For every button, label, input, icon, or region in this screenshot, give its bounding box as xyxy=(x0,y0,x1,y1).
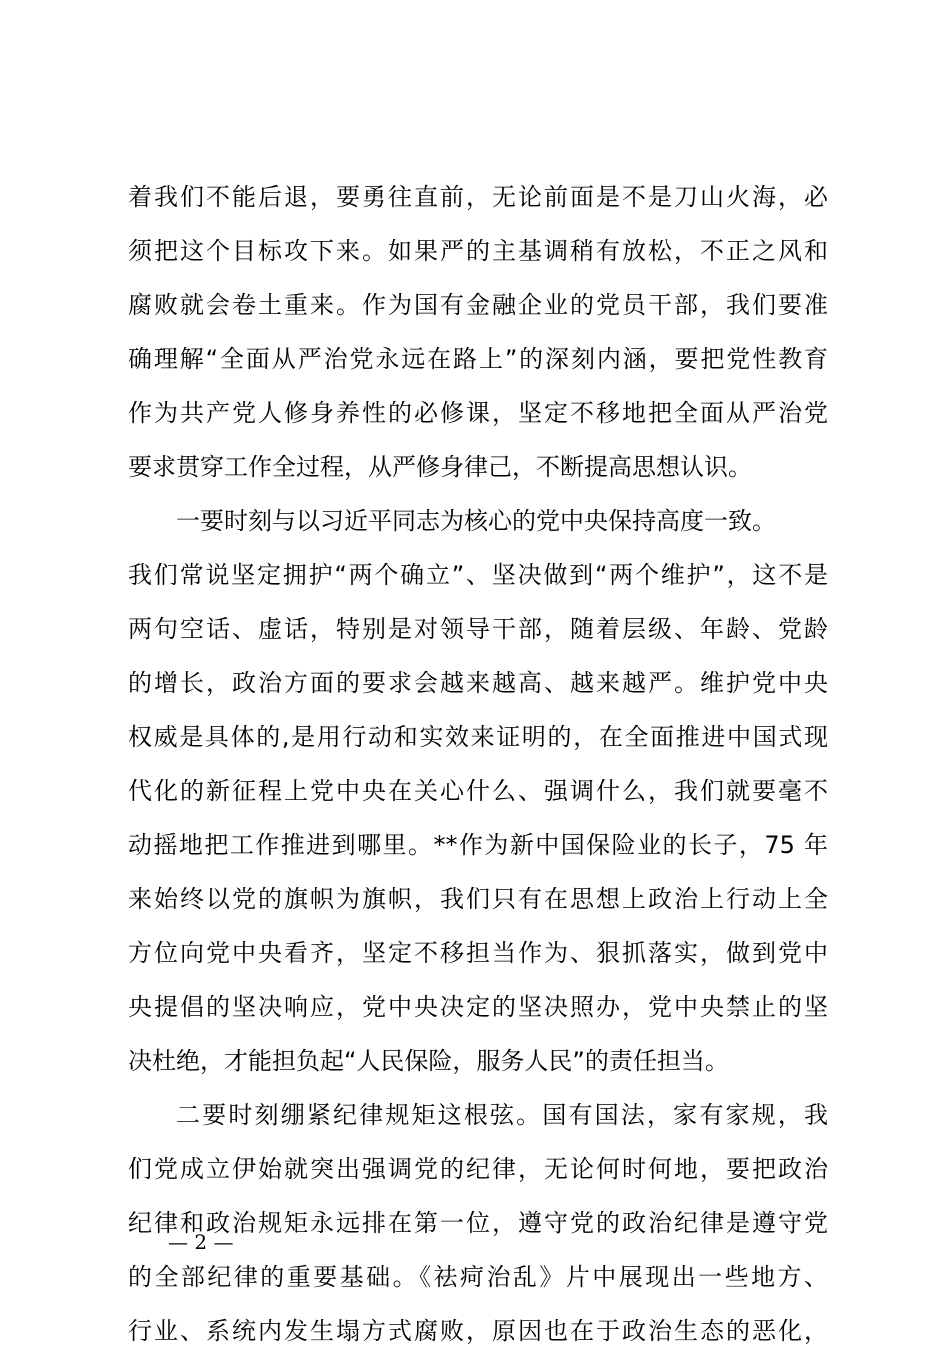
text-line: 腐败就会卷土重来。作为国有金融企业的党员干部，我们要准 xyxy=(128,291,828,319)
text-line: 一要时刻与以习近平同志为核心的党中央保持高度一致。 xyxy=(176,507,776,535)
text-line: 代化的新征程上党中央在关心什么、强调什么，我们就要毫不 xyxy=(128,777,828,805)
text-line: 二要时刻绷紧纪律规矩这根弦。国有国法，家有家规，我 xyxy=(176,1101,828,1129)
text-line: 央提倡的坚决响应，党中央决定的坚决照办，党中央禁止的坚 xyxy=(128,993,828,1021)
document-body xyxy=(128,170,828,1358)
text-line: 行业、系统内发生塌方式腐败，原因也在于政治生态的恶化， xyxy=(128,1317,828,1345)
text-line: 来始终以党的旗帜为旗帜，我们只有在思想上政治上行动上全 xyxy=(128,885,828,913)
text-line: 须把这个目标攻下来。如果严的主基调稍有放松，不正之风和 xyxy=(128,237,828,265)
text-line: 要求贯穿工作全过程，从严修身律己，不断提高思想认识。 xyxy=(128,453,752,481)
text-line: 的增长，政治方面的要求会越来越高、越来越严。维护党中央 xyxy=(128,669,828,697)
text-line: 作为共产党人修身养性的必修课，坚定不移地把全面从严治党 xyxy=(128,399,828,427)
text-line: 确理解“全面从严治党永远在路上”的深刻内涵，要把党性教育 xyxy=(128,345,828,373)
paragraph xyxy=(128,1088,828,1358)
text-line: 我们常说坚定拥护“两个确立”、坚决做到“两个维护”，这不是 xyxy=(128,561,828,589)
text-line: 方位向党中央看齐，坚定不移担当作为、狠抓落实，做到党中 xyxy=(128,939,828,967)
text-line: 着我们不能后退，要勇往直前，无论前面是不是刀山火海，必 xyxy=(128,183,828,211)
text-line: 们党成立伊始就突出强调党的纪律，无论何时何地，要把政治 xyxy=(128,1155,828,1183)
text-line: 决杜绝，才能担负起“人民保险，服务人民”的责任担当。 xyxy=(128,1047,729,1075)
page-number: — 2 — xyxy=(168,1230,234,1254)
text-line: 动摇地把工作推进到哪里。**作为新中国保险业的长子，75 年 xyxy=(128,831,828,859)
paragraph xyxy=(128,170,828,494)
text-line: 权威是具体的,是用行动和实效来证明的，在全面推进中国式现 xyxy=(128,723,828,751)
text-line: 两句空话、虚话，特别是对领导干部，随着层级、年龄、党龄 xyxy=(128,615,828,643)
text-line: 纪律和政治规矩永远排在第一位，遵守党的政治纪律是遵守党 xyxy=(128,1209,828,1237)
text-line: 的全部纪律的重要基础。《祛疴治乱》片中展现出一些地方、 xyxy=(128,1263,828,1291)
paragraph xyxy=(128,494,828,1088)
